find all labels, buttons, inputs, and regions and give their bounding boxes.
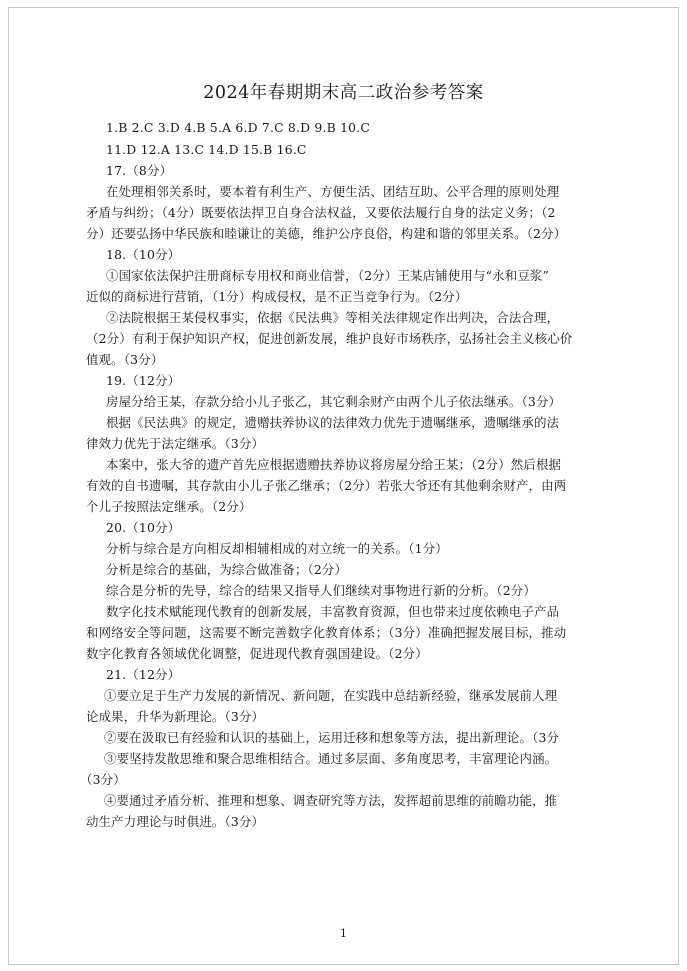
page-number: 1 — [340, 927, 347, 940]
q20-heading: 20.（10分） — [106, 520, 181, 535]
q17-heading: 17.（8分） — [106, 163, 173, 178]
q20-line: 数字化教育各领域优化调整，促进现代教育强国建设。（2分） — [86, 646, 428, 661]
q18-heading: 18.（10分） — [106, 247, 181, 262]
q21-line: （3分） — [80, 772, 126, 787]
q19-line: 个儿子按照法定继承。（2分） — [86, 499, 252, 514]
mc-answers-row-2: 11.D 12.A 13.C 14.D 15.B 16.C — [106, 142, 307, 157]
q21-line: ②要在汲取已有经验和认识的基础上，运用迁移和想象等方法，提出新理论。（3分 — [104, 730, 560, 745]
q19-line: 有效的自书遗嘱，其存款由小儿子张乙继承；（2分）若张大爷还有其他剩余财产，由两 — [86, 478, 567, 493]
q21-line: ①要立足于生产力发展的新情况、新问题，在实践中总结新经验，继承发展前人理 — [104, 688, 558, 703]
q18-line: ①国家依法保护注册商标专用权和商业信誉，（2分）王某店铺使用与“永和豆浆” — [106, 268, 550, 283]
q19-line: 律效力优先于法定继承。（3分） — [86, 436, 265, 451]
q19-line: 房屋分给王某，存款分给小儿子张乙，其它剩余财产由两个儿子依法继承。（3分） — [106, 394, 562, 409]
q20-line: 和网络安全等问题，这需要不断完善数字化教育体系；（3分）准确把握发展目标，推动 — [86, 625, 567, 640]
q17-line: 分）还要弘扬中华民族和睦谦让的美德，维护公序良俗，构建和谐的邻里关系。（2分） — [86, 226, 567, 241]
q17-line: 矛盾与纠纷；（4分）既要依法捍卫自身合法权益，又要依法履行自身的法定义务；（2 — [86, 205, 556, 220]
q21-line: ③要坚持发散思维和聚合思维相结合。通过多层面、多角度思考，丰富理论内涵。 — [104, 751, 558, 766]
q18-line: 值观。（3分） — [86, 352, 164, 367]
q20-line: 数字化技术赋能现代教育的创新发展，丰富教育资源，但也带来过度依赖电子产品 — [106, 604, 560, 619]
page-title: 2024年春期期末高二政治参考答案 — [203, 83, 484, 103]
q18-line: ②法院根据王某侵权事实，依据《民法典》等相关法律规定作出判决，合法合理， — [106, 310, 560, 325]
q21-heading: 21.（12分） — [106, 667, 181, 682]
q20-line: 分析与综合是方向相反却相辅相成的对立统一的关系。（1分） — [106, 541, 448, 556]
q19-line: 根据《民法典》的规定，遗赠扶养协议的法律效力优先于遗嘱继承，遗嘱继承的法 — [106, 415, 560, 430]
q19-heading: 19.（12分） — [106, 373, 181, 388]
q17-line: 在处理相邻关系时，要本着有利生产、方便生活、团结互助、公平合理的原则处理 — [106, 184, 560, 199]
q21-line: 论成果，升华为新理论。（3分） — [86, 709, 265, 724]
q18-line: （2分）有利于保护知识产权，促进创新发展，维护良好市场秩序，弘扬社会主义核心价 — [86, 331, 573, 346]
mc-answers-row-1: 1.B 2.C 3.D 4.B 5.A 6.D 7.C 8.D 9.B 10.C — [106, 120, 371, 135]
q20-line: 综合是分析的先导，综合的结果又指导人们继续对事物进行新的分析。（2分） — [106, 583, 536, 598]
q21-line: 动生产力理论与时俱进。（3分） — [86, 814, 265, 829]
q19-line: 本案中，张大爷的遗产首先应根据遗赠扶养协议将房屋分给王某；（2分）然后根据 — [106, 457, 562, 472]
q20-line: 分析是综合的基础，为综合做准备；（2分） — [106, 562, 348, 577]
q18-line: 近似的商标进行营销，（1分）构成侵权，是不正当竞争行为。（2分） — [86, 289, 468, 304]
q21-line: ④要通过矛盾分析、推理和想象、调查研究等方法，发挥超前思维的前瞻功能，推 — [104, 793, 558, 808]
